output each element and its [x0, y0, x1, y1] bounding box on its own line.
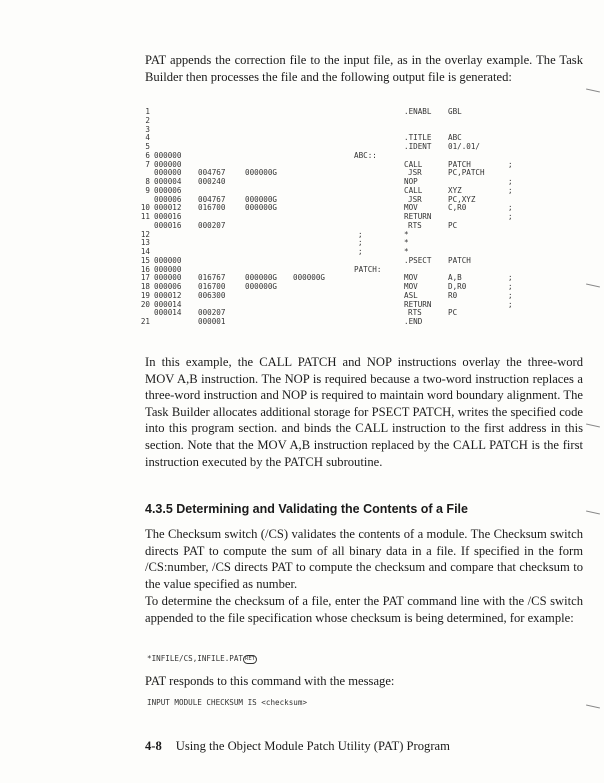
listing-w1: 016700: [198, 282, 226, 291]
listing-w1: 000240: [198, 177, 226, 186]
listing-line: [0, 282, 604, 291]
listing-w2: 000000G: [245, 194, 278, 204]
listing-op: *: [404, 229, 409, 239]
listing-w2: 000000G: [245, 273, 278, 283]
listing-addr: 000006: [154, 282, 182, 291]
listing-addr: 000014: [154, 299, 182, 309]
listing-op: JSR: [408, 194, 422, 204]
listing-line: [0, 247, 604, 256]
listing-line: [0, 160, 604, 169]
listing-w1: 000207: [198, 308, 226, 318]
listing-comment: ;: [508, 282, 513, 291]
listing-line: [0, 177, 604, 186]
listing-op: .TITLE: [404, 133, 432, 143]
listing-comment: ;: [508, 212, 513, 221]
listing-op: .END: [404, 317, 423, 326]
listing-semi: ;: [358, 238, 363, 248]
response-message: INPUT MODULE CHECKSUM IS <checksum>: [147, 698, 308, 707]
determine-paragraph: To determine the checksum of a file, enter the PAT command line with the /CS switch appended to the file specification whose checksum is being determined, for example:: [145, 594, 583, 625]
listing-op: MOV: [404, 273, 418, 283]
listing-op: *: [404, 238, 409, 248]
assembly-listing: [0, 107, 604, 332]
listing-comment: ;: [508, 290, 513, 300]
listing-op: .IDENT: [404, 142, 432, 151]
return-key-icon: RET: [245, 655, 255, 662]
listing-line: [0, 300, 604, 309]
listing-num: 13: [140, 238, 150, 248]
listing-comment: ;: [508, 185, 513, 195]
listing-line: [0, 273, 604, 282]
listing-arg: PATCH: [448, 255, 471, 265]
listing-op: ASL: [404, 290, 418, 300]
command-text: *INFILE/CS,INFILE.PAT: [147, 654, 244, 663]
listing-w1: 004767: [198, 168, 226, 178]
listing-num: 16: [140, 264, 150, 274]
listing-line: [0, 133, 604, 142]
listing-op: JSR: [408, 168, 422, 178]
listing-line: [0, 308, 604, 317]
listing-addr: 000012: [154, 290, 182, 300]
listing-op: *: [404, 247, 409, 256]
listing-num: 9: [145, 185, 150, 195]
listing-line: [0, 186, 604, 195]
explanation-paragraph: In this example, the CALL PATCH and NOP instructions overlay the three-word MOV A,B instruction. The NOP is required because a two-word instruction replaces a three-word instruction and NOP is required to maintain word boundary alignment. The Task Builder allocates additional storage for PSECT PATCH, writes the specified code into this program section. and binds the CALL instruction to the first address in this section. Note that the MOV A,B instruction replaced by the CALL PATCH is the first instruction executed by the PATCH subroutine.: [145, 355, 583, 469]
listing-arg: C,R0: [448, 203, 467, 213]
margin-mark: [586, 705, 600, 709]
listing-op: MOV: [404, 282, 418, 291]
listing-addr: 000016: [154, 220, 182, 230]
listing-op: RETURN: [404, 299, 432, 309]
listing-line: [0, 195, 604, 204]
listing-arg: PC,XYZ: [448, 194, 476, 204]
listing-w1: 006300: [198, 290, 226, 300]
listing-arg: 01/.01/: [448, 142, 481, 151]
listing-w2: 000000G: [245, 282, 278, 291]
listing-arg: GBL: [448, 107, 462, 116]
listing-op: .PSECT: [404, 255, 432, 265]
listing-w1: 016700: [198, 203, 226, 213]
listing-addr: 000016: [154, 212, 182, 221]
listing-addr: 000012: [154, 203, 182, 213]
listing-addr: 000006: [154, 185, 182, 195]
listing-addr: 000000: [154, 255, 182, 265]
margin-mark: [586, 89, 600, 93]
listing-comment: ;: [508, 177, 513, 186]
listing-w1: 000207: [198, 220, 226, 230]
listing-arg: PC,PATCH: [448, 168, 485, 178]
listing-num: 3: [145, 124, 150, 134]
listing-num: 20: [140, 299, 150, 309]
listing-op: NOP: [404, 177, 418, 186]
listing-num: 17: [140, 273, 150, 283]
listing-num: 1: [145, 107, 150, 116]
listing-addr: 000000: [154, 168, 182, 178]
listing-num: 15: [140, 255, 150, 265]
listing-line: [0, 317, 604, 326]
listing-line: [0, 116, 604, 125]
listing-w2: 000000G: [245, 203, 278, 213]
listing-op: CALL: [404, 185, 423, 195]
listing-num: 8: [145, 177, 150, 186]
listing-op: CALL: [404, 159, 423, 169]
listing-comment: ;: [508, 299, 513, 309]
listing-label: PATCH:: [354, 264, 382, 274]
listing-arg: D,R0: [448, 282, 467, 291]
listing-line: [0, 142, 604, 151]
listing-addr: 000000: [154, 159, 182, 169]
listing-op: RETURN: [404, 212, 432, 221]
response-paragraph: PAT responds to this command with the message:: [145, 674, 395, 688]
listing-arg: PC: [448, 308, 458, 318]
margin-mark: [586, 424, 600, 428]
listing-num: 4: [145, 133, 150, 143]
listing-num: 14: [140, 247, 150, 256]
listing-num: 7: [145, 159, 150, 169]
margin-mark: [586, 511, 600, 515]
command-example: [147, 654, 257, 664]
listing-line: [0, 265, 604, 274]
listing-op: RTS: [408, 308, 422, 318]
listing-w1: 004767: [198, 194, 226, 204]
listing-arg: A,B: [448, 273, 462, 283]
listing-arg: PATCH: [448, 159, 471, 169]
section-heading: 4.3.5 Determining and Validating the Contents of a File: [145, 502, 468, 516]
listing-line: [0, 151, 604, 160]
listing-addr: 000006: [154, 194, 182, 204]
listing-comment: ;: [508, 203, 513, 213]
listing-arg: ABC: [448, 133, 462, 143]
listing-num: 19: [140, 290, 150, 300]
listing-line: [0, 230, 604, 239]
listing-w3: 000000G: [293, 273, 326, 283]
listing-addr: 000000: [154, 273, 182, 283]
listing-w1: 016767: [198, 273, 226, 283]
listing-line: [0, 212, 604, 221]
listing-num: 18: [140, 282, 150, 291]
listing-addr: 000000: [154, 264, 182, 274]
listing-num: 6: [145, 150, 150, 160]
listing-arg: XYZ: [448, 185, 462, 195]
listing-num: 2: [145, 115, 150, 125]
listing-addr: 000000: [154, 150, 182, 160]
listing-w1: 000001: [198, 317, 226, 326]
page-footer: [145, 739, 450, 754]
listing-num: 21: [140, 317, 150, 326]
listing-num: 10: [140, 203, 150, 213]
footer-title: Using the Object Module Patch Utility (PAT) Program: [175, 739, 450, 753]
listing-label: ABC::: [354, 150, 377, 160]
page-number: 4-8: [145, 739, 162, 753]
listing-addr: 000014: [154, 308, 182, 318]
listing-semi: ;: [358, 229, 363, 239]
listing-comment: ;: [508, 159, 513, 169]
listing-addr: 000004: [154, 177, 182, 186]
listing-line: [0, 107, 604, 116]
listing-op: MOV: [404, 203, 418, 213]
listing-w2: 000000G: [245, 168, 278, 178]
listing-semi: ;: [358, 247, 363, 256]
listing-comment: ;: [508, 273, 513, 283]
listing-num: 11: [140, 212, 150, 221]
listing-op: .ENABL: [404, 107, 432, 116]
listing-line: [0, 125, 604, 134]
listing-arg: PC: [448, 220, 458, 230]
listing-line: [0, 203, 604, 212]
listing-line: [0, 221, 604, 230]
listing-num: 12: [140, 229, 150, 239]
listing-line: [0, 168, 604, 177]
listing-line: [0, 256, 604, 265]
listing-arg: R0: [448, 290, 458, 300]
listing-line: [0, 291, 604, 300]
listing-line: [0, 238, 604, 247]
listing-op: RTS: [408, 220, 422, 230]
checksum-paragraph: The Checksum switch (/CS) validates the contents of a module. The Checksum switch directs PAT to compute the sum of all binary data in a file. If specified in the form /CS:number, /CS directs PAT to compute the checksum and compare that checksum to the value specified as number.: [145, 527, 583, 591]
intro-paragraph: PAT appends the correction file to the input file, as in the overlay example. The Task Builder then processes the file and the following output file is generated:: [145, 53, 583, 84]
listing-num: 5: [145, 142, 150, 151]
